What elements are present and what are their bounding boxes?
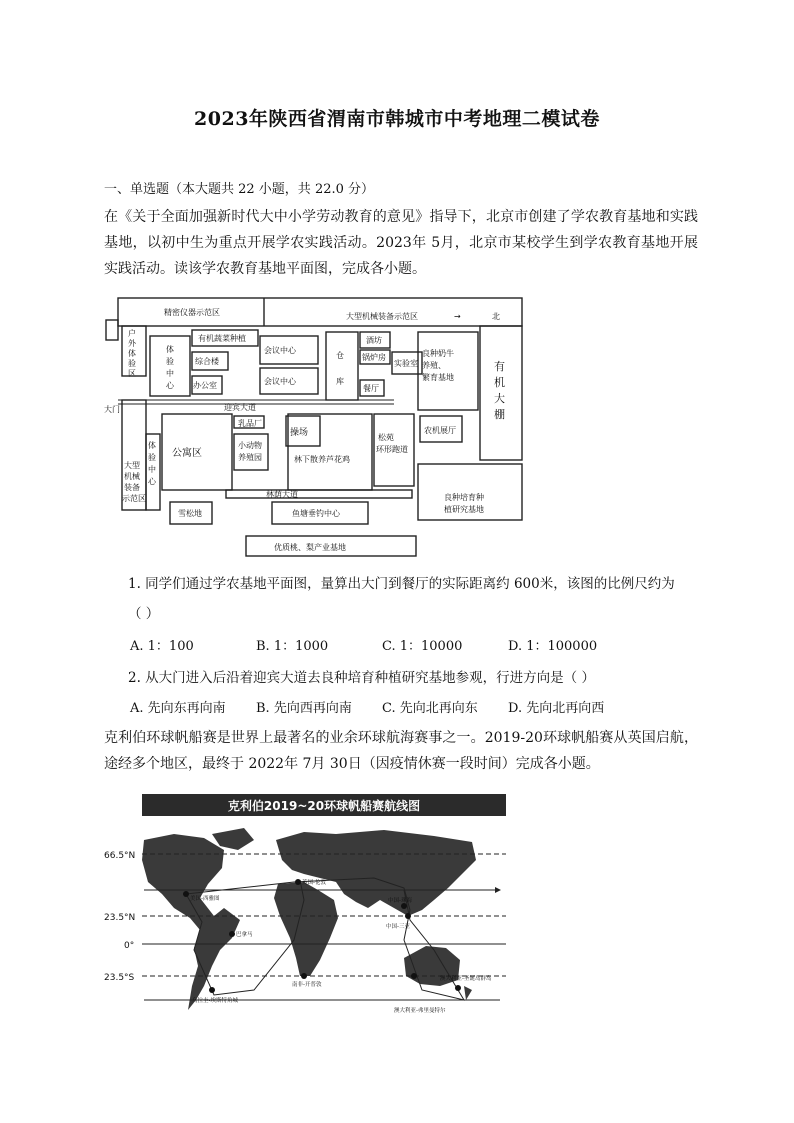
svg-text:环形跑道: 环形跑道 [376, 445, 408, 454]
svg-text:澳大利亚-圣诞岛群岛: 澳大利亚-圣诞岛群岛 [440, 976, 492, 982]
svg-text:锅炉房: 锅炉房 [362, 353, 386, 362]
svg-text:验: 验 [148, 453, 156, 462]
map2-title: 克利伯2019~20环球帆船赛航线图 [227, 799, 421, 813]
svg-text:机: 机 [494, 376, 505, 389]
svg-text:→: → [454, 312, 461, 321]
q1-option-a[interactable]: A. 1：100 [130, 639, 194, 654]
label-yingbin: 迎宾大道 [224, 403, 256, 412]
svg-text:有: 有 [494, 360, 505, 373]
q1-option-d[interactable]: D. 1：100000 [508, 639, 598, 654]
svg-text:有机蔬菜种植: 有机蔬菜种植 [198, 334, 246, 343]
svg-text:会议中心: 会议中心 [264, 346, 296, 355]
svg-text:林荫大道: 林荫大道 [266, 490, 298, 499]
q1-option-b[interactable]: B. 1：1000 [256, 639, 329, 654]
svg-text:体: 体 [148, 441, 156, 450]
svg-text:雪松地: 雪松地 [178, 509, 202, 518]
svg-text:乳品厂: 乳品厂 [238, 419, 262, 428]
svg-text:机械: 机械 [124, 472, 140, 481]
svg-text:农机展厅: 农机展厅 [424, 426, 456, 435]
question-1-stem: 1. 同学们通过学农基地平面图，量算出大门到餐厅的实际距离约 600米，该图的比例尺约为 [128, 576, 675, 592]
svg-text:餐厅: 餐厅 [363, 384, 379, 393]
svg-text:示范区: 示范区 [122, 494, 146, 503]
q2-option-b[interactable]: B. 先向西再向南 [256, 701, 352, 716]
svg-text:良种奶牛: 良种奶牛 [422, 349, 454, 358]
svg-text:外: 外 [128, 339, 136, 348]
label-jingmi: 精密仪器示范区 [164, 308, 220, 317]
svg-text:中国-珠海: 中国-珠海 [388, 898, 412, 904]
question-2-stem: 2. 从大门进入后沿着迎宾大道去良种培育种植研究基地参观，行进方向是（ ） [128, 670, 595, 686]
svg-text:办公室: 办公室 [193, 381, 217, 390]
svg-text:验: 验 [166, 357, 174, 366]
svg-text:区: 区 [128, 369, 136, 378]
clipper-route-map [104, 790, 514, 1022]
svg-text:酒坊: 酒坊 [366, 336, 382, 345]
svg-text:户: 户 [128, 329, 136, 338]
svg-text:会议中心: 会议中心 [264, 377, 296, 386]
svg-text:棚: 棚 [494, 408, 505, 421]
lat-66-5n: 66.5°N [104, 851, 136, 861]
exam-title: 2023年陕西省渭南市韩城市中考地理二模试卷 [194, 108, 600, 130]
section-heading: 一、单选题（本大题共 22 小题，共 22.0 分） [104, 182, 375, 197]
svg-text:公寓区: 公寓区 [172, 448, 202, 459]
svg-text:巴拿马: 巴拿马 [236, 932, 253, 938]
svg-text:南非-开普敦: 南非-开普敦 [292, 982, 322, 988]
svg-text:良种培育种: 良种培育种 [444, 493, 484, 502]
lat-23-5s: 23.5°S [104, 973, 135, 983]
label-daxing: 大型机械装备示范区 [346, 312, 418, 321]
q1-option-c[interactable]: C. 1：10000 [382, 639, 463, 654]
svg-text:实验室: 实验室 [394, 359, 418, 368]
svg-text:仓: 仓 [336, 351, 344, 360]
svg-text:乌拉圭-埃斯特角城: 乌拉圭-埃斯特角城 [192, 998, 238, 1004]
svg-text:中国-三亚: 中国-三亚 [386, 924, 410, 930]
lat-equator: 0° [124, 941, 135, 951]
svg-text:综合楼: 综合楼 [195, 357, 219, 366]
svg-text:养殖园: 养殖园 [238, 453, 262, 462]
svg-text:心: 心 [148, 477, 156, 486]
svg-text:英国-伦敦: 英国-伦敦 [302, 880, 326, 886]
svg-text:林下散养芦花鸡: 林下散养芦花鸡 [294, 455, 350, 464]
svg-text:鱼塘垂钓中心: 鱼塘垂钓中心 [292, 509, 340, 518]
svg-text:大: 大 [494, 392, 505, 405]
svg-text:装备: 装备 [124, 483, 140, 492]
svg-text:松苑: 松苑 [378, 433, 394, 442]
svg-text:操场: 操场 [290, 428, 309, 438]
intro-paragraph-1: 在《关于全面加强新时代大中小学劳动教育的意见》指导下，北京市创建了学农教育基地和实践基地，以初中生为重点开展学农实践活动。2023年 5月，北京市某校学生到学农教育基地开展实践活动。读该学农教育基地平面图，完成各小题。 [104, 209, 698, 277]
svg-text:美国-西雅图: 美国-西雅图 [190, 896, 220, 902]
svg-text:体: 体 [166, 345, 174, 354]
svg-text:澳大利亚-弗里曼特尔: 澳大利亚-弗里曼特尔 [394, 1008, 446, 1014]
intro-paragraph-2: 克利伯环球帆船赛是世界上最著名的业余环球航海赛事之一。2019-20环球帆船赛从英国启航，途经多个地区，最终于 2022年 7月 30日（因疫情休赛一段时间）完成各小题。 [104, 730, 698, 772]
svg-text:中: 中 [148, 465, 156, 474]
q2-option-d[interactable]: D. 先向北再向西 [508, 701, 605, 716]
farm-base-plan-map [104, 296, 524, 558]
question-1-paren: （ ） [128, 606, 160, 622]
svg-text:验: 验 [128, 359, 136, 368]
svg-text:库: 库 [336, 377, 344, 386]
svg-text:体: 体 [128, 349, 136, 358]
svg-text:繁育基地: 繁育基地 [422, 373, 454, 382]
svg-text:大型: 大型 [124, 461, 140, 470]
label-damen: 大门 [104, 405, 120, 414]
svg-text:中: 中 [166, 369, 174, 378]
svg-text:养殖、: 养殖、 [422, 361, 446, 370]
svg-text:小动物: 小动物 [238, 441, 262, 450]
lat-23-5n: 23.5°N [104, 913, 136, 923]
svg-text:心: 心 [166, 381, 174, 390]
north-arrow-label: 北 [492, 312, 500, 321]
q2-option-c[interactable]: C. 先向北再向东 [382, 701, 478, 716]
svg-text:优质桃、梨产业基地: 优质桃、梨产业基地 [274, 543, 346, 552]
q2-option-a[interactable]: A. 先向东再向南 [130, 701, 226, 716]
svg-text:植研究基地: 植研究基地 [444, 505, 484, 514]
